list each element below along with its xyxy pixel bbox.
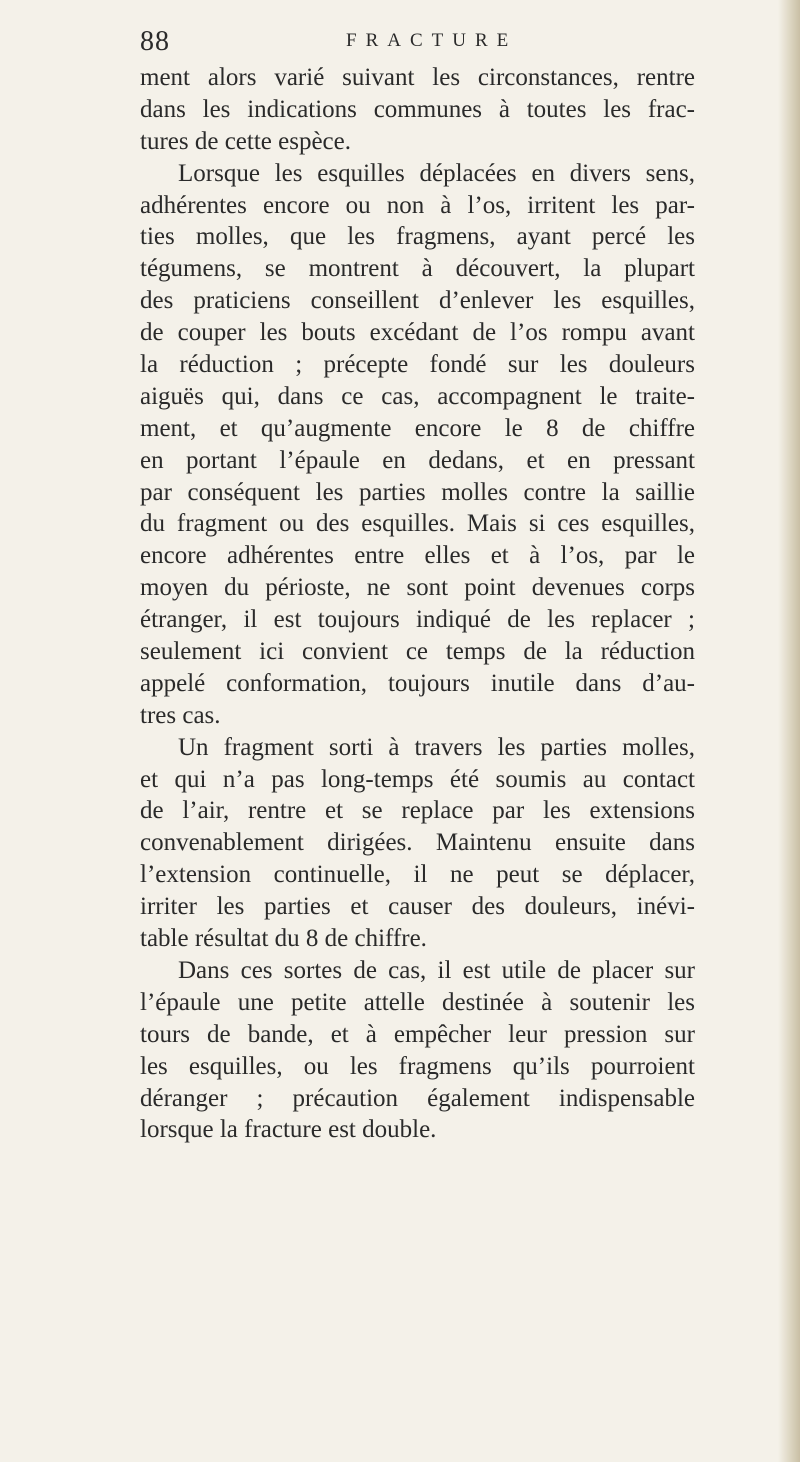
text-line: étranger, il est toujours indiqué de les replacer ; (140, 606, 695, 634)
page-header (140, 26, 700, 62)
text-line: dans les indications communes à toutes les frac- (140, 95, 695, 123)
text-line: ment alors varié suivant les circonstances, rentre (140, 64, 695, 91)
text-line: l’épaule une petite attelle destinée à soutenir les (140, 988, 695, 1016)
text-line: tégumens, se montrent à découvert, la plupart (140, 255, 695, 283)
text-line: la réduction ; précepte fondé sur les douleurs (140, 351, 695, 379)
text-line: de couper les bouts excédant de l’os rompu avant (140, 319, 695, 347)
text-line: table résultat du 8 de chiffre. (140, 925, 427, 953)
text-line: des praticiens conseillent d’enlever les esquilles, (140, 287, 695, 315)
text-line: Un fragment sorti à travers les parties molles, (178, 733, 695, 761)
text-line: du fragment ou des esquilles. Mais si ces esquilles, (140, 510, 695, 538)
text-line: Lorsque les esquilles déplacées en divers sens, (178, 159, 695, 187)
text-line: tures de cette espèce. (140, 127, 351, 155)
text-line: convenablement dirigées. Maintenu ensuite dans (140, 829, 695, 857)
text-line: ment, et qu’augmente encore le 8 de chiffre (140, 414, 695, 442)
text-line: déranger ; précaution également indispensable (140, 1084, 695, 1112)
text-line: par conséquent les parties molles contre la saillie (140, 478, 695, 506)
running-title: FRACTURE (346, 30, 518, 51)
text-line: les esquilles, ou les fragmens qu’ils pourroient (140, 1052, 695, 1080)
text-line: moyen du périoste, ne sont point devenues corps (140, 574, 695, 602)
text-line: ties molles, que les fragmens, ayant percé les (140, 223, 695, 251)
text-line: adhérentes encore ou non à l’os, irritent les par- (140, 191, 695, 219)
text-line: irriter les parties et causer des douleurs, inévi- (140, 893, 695, 921)
page-edge-shadow (778, 0, 800, 1462)
text-line: seulement ici convient ce temps de la réduction (140, 638, 695, 666)
body-text (140, 62, 695, 1146)
text-line: appelé conformation, toujours inutile dans d’au- (140, 669, 695, 697)
text-line: l’extension continuelle, il ne peut se déplacer, (140, 861, 695, 889)
text-line: Dans ces sortes de cas, il est utile de placer sur (178, 956, 695, 984)
text-line: de l’air, rentre et se replace par les extensions (140, 797, 695, 825)
text-line: lorsque la fracture est double. (140, 1116, 437, 1144)
page-number: 88 (140, 26, 170, 57)
text-line: en portant l’épaule en dedans, et en pressant (140, 446, 695, 474)
text-line: tours de bande, et à empêcher leur pression sur (140, 1020, 695, 1048)
text-line: et qui n’a pas long-temps été soumis au contact (140, 765, 695, 793)
text-line: aiguës qui, dans ce cas, accompagnent le traite- (140, 382, 695, 410)
text-line: tres cas. (140, 701, 221, 729)
text-line: encore adhérentes entre elles et à l’os, par le (140, 542, 695, 570)
